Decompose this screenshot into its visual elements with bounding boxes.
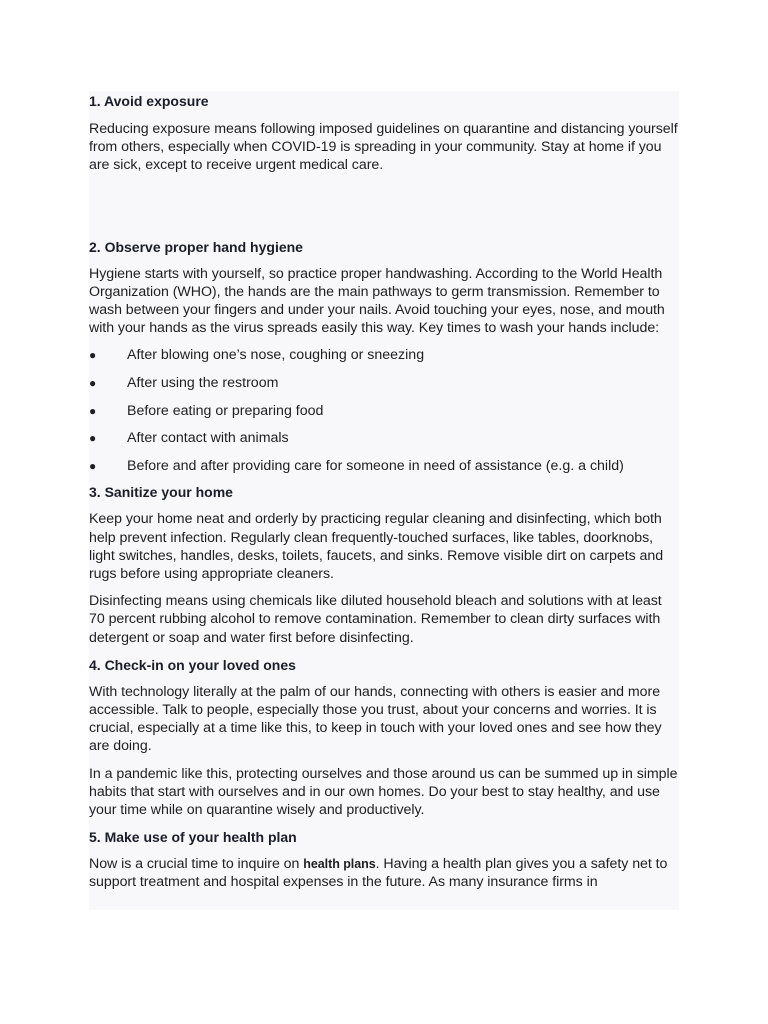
article-body bbox=[89, 91, 679, 910]
section-paragraph: With technology literally at the palm of our hands, connecting with others is easier and more accessible. Talk to people, especially those you trust, about your concerns and worries. It is crucial, especially at a time like this, to keep in touch with your loved ones and see how they are doing. bbox=[89, 683, 662, 755]
section-heading: 3. Sanitize your home bbox=[89, 484, 233, 501]
paragraph-text: Now is a crucial time to inquire on bbox=[89, 856, 304, 873]
section-heading: 5. Make use of your health plan bbox=[89, 829, 297, 846]
bullet-list bbox=[89, 346, 679, 474]
paragraph-text: . Having a health plan gives you a safety net to support treatment and hospital expenses in the future. As many insurance firms in bbox=[89, 856, 668, 891]
section-paragraph: Disinfecting means using chemicals like diluted household bleach and solutions with at least 70 percent rubbing alcohol to remove contamination. Remember to clean dirty surfaces with detergent or soap and water first before disinfecting. bbox=[89, 593, 662, 646]
section-heading: 2. Observe proper hand hygiene bbox=[89, 238, 303, 255]
list-item-text: After blowing one’s nose, coughing or sneezing bbox=[127, 347, 425, 364]
bullet-icon: ● bbox=[89, 376, 97, 391]
list-item bbox=[89, 346, 679, 364]
health-plans-term: health plans bbox=[303, 857, 376, 872]
list-item bbox=[89, 429, 679, 447]
bullet-icon: ● bbox=[89, 458, 97, 473]
section-paragraph: Keep your home neat and orderly by practicing regular cleaning and disinfecting, which both help prevent infection. Regularly clean frequently-touched surfaces, like tables, doorknobs, light switches, handles, desks, toilets, faucets, and sinks. Remove visible dirt on carpets and rugs before using appropriate cleaners. bbox=[89, 511, 664, 582]
list-item-text: Before eating or preparing food bbox=[127, 402, 324, 419]
section-heading: 1. Avoid exposure bbox=[89, 93, 209, 109]
list-item bbox=[89, 402, 679, 420]
section-heading: 4. Check-in on your loved ones bbox=[89, 656, 296, 673]
list-item-text: Before and after providing care for someone in need of assistance (e.g. a child) bbox=[127, 457, 624, 474]
section-paragraph: In a pandemic like this, protecting ourselves and those around us can be summed up in simple habits that start with ourselves and in our own homes. Do your best to stay healthy, and use your time while on quarantine wisely and productively. bbox=[89, 765, 678, 819]
bullet-icon: ● bbox=[89, 431, 97, 446]
list-item bbox=[89, 374, 679, 392]
list-item bbox=[89, 457, 679, 475]
section-paragraph: Reducing exposure means following imposed guidelines on quarantine and distancing yourself from others, especially when COVID-19 is spreading in your community. Stay at home if you are sick, except to receive urgent medical care. bbox=[89, 121, 678, 174]
list-item-text: After using the restroom bbox=[127, 375, 279, 392]
bullet-icon: ● bbox=[89, 348, 97, 363]
bullet-icon: ● bbox=[89, 403, 97, 418]
section-paragraph: Hygiene starts with yourself, so practice proper handwashing. According to the World Health Organization (WHO), the hands are the main pathways to germ transmission. Remember to wash between your fingers and under your nails. Avoid touching your eyes, nose, and mouth with your hands as the virus spreads easily this way. Key times to wash your hands include: bbox=[89, 265, 665, 337]
list-item-text: After contact with animals bbox=[127, 430, 289, 447]
section-paragraph bbox=[89, 855, 679, 891]
